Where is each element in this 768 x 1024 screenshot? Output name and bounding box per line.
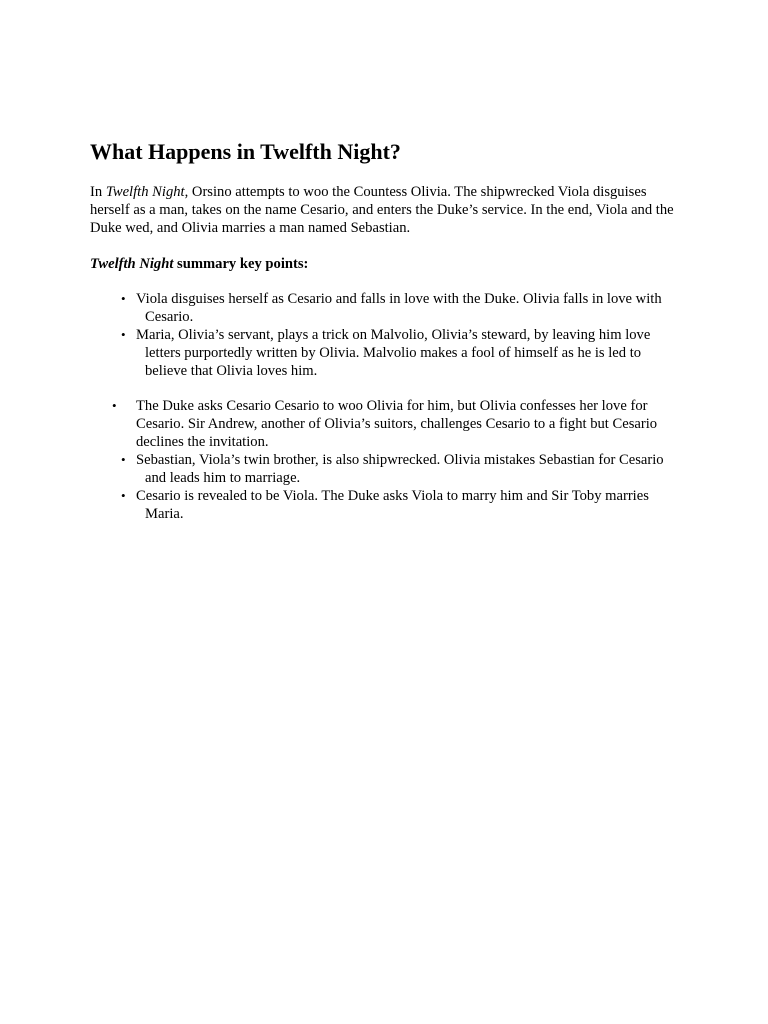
list-item-text: Sebastian, Viola’s twin brother, is also shipwrecked. Olivia mistakes Sebastian for Cesario and leads him to marriage.	[136, 452, 664, 486]
bullet-icon: •	[121, 488, 126, 503]
key-points-heading	[90, 255, 680, 273]
key-points-heading-text: summary key points:	[173, 256, 309, 272]
bullet-icon: •	[121, 327, 126, 342]
list-item-text: The Duke asks Cesario Cesario to woo Olivia for him, but Olivia confesses her love for Cesario. Sir Andrew, another of Olivia’s suitors, challenges Cesario to a fight but Cesario declines the invitation.	[136, 398, 658, 450]
bullet-icon: •	[121, 452, 126, 467]
intro-text: , Orsino attempts to woo the Countess Olivia. The shipwrecked Viola disguises herself as a man, takes on the name Cesario, and enters the Duke’s service. In the end, Viola and the Duke wed, and Olivia marries a man named Sebastian.	[90, 184, 674, 236]
list-item	[90, 487, 680, 523]
list-item	[90, 290, 680, 326]
bullet-icon: •	[121, 291, 126, 306]
key-points-list-a	[90, 290, 680, 380]
list-item-text: Cesario is revealed to be Viola. The Duke asks Viola to marry him and Sir Toby marries Maria.	[136, 488, 649, 522]
key-points-list-b	[90, 397, 680, 523]
bullet-icon: •	[112, 398, 117, 413]
list-item	[90, 397, 680, 451]
page-title: What Happens in Twelfth Night?	[90, 139, 401, 164]
list-item-text: Maria, Olivia’s servant, plays a trick on Malvolio, Olivia’s steward, by leaving him love letters purportedly written by Olivia. Malvolio makes a fool of himself as he is led to believe that Olivia loves him.	[136, 327, 651, 379]
list-item-text: Viola disguises herself as Cesario and falls in love with the Duke. Olivia falls in love with Cesario.	[136, 291, 662, 325]
document-page	[90, 138, 680, 523]
list-item	[90, 451, 680, 487]
intro-prefix: In	[90, 184, 106, 200]
key-points-title-italic: Twelfth Night	[90, 256, 174, 272]
list-item	[90, 326, 680, 380]
intro-title-italic: Twelfth Night	[105, 184, 185, 200]
intro-paragraph	[90, 183, 680, 237]
